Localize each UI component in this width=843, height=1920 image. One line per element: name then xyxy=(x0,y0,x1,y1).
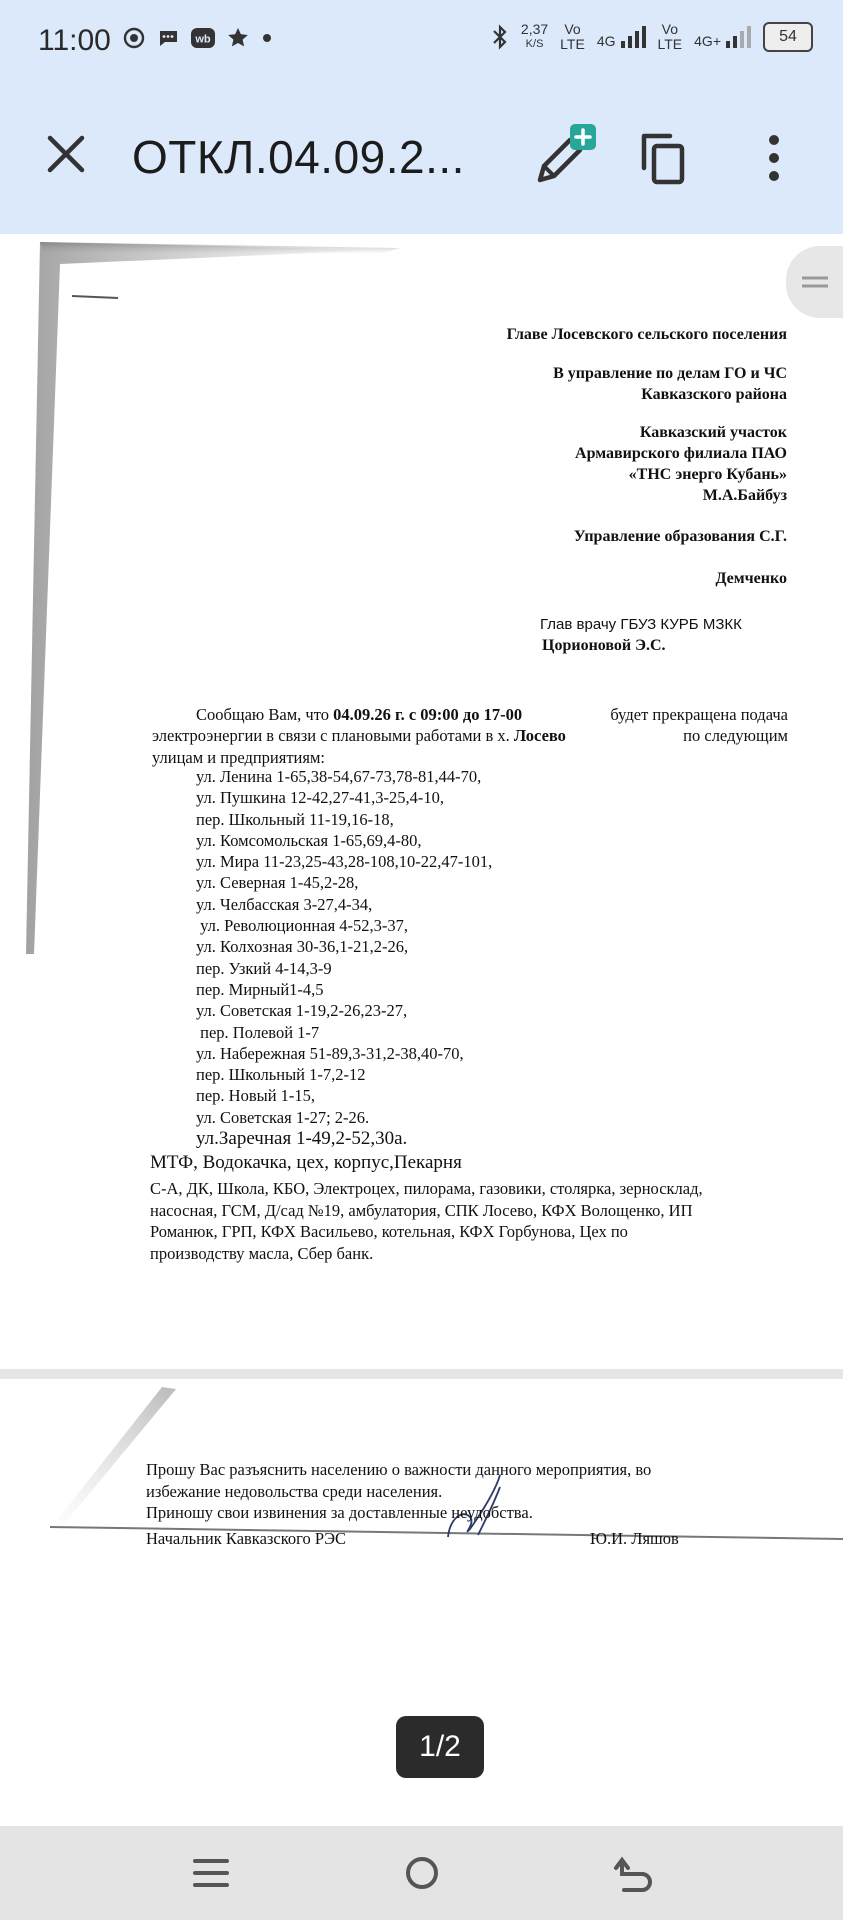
menu-lines-icon[interactable] xyxy=(186,1848,236,1898)
addressee-7: М.А.Байбуз xyxy=(702,487,787,504)
streets-list xyxy=(196,766,492,1128)
intro-line-1 xyxy=(152,704,788,725)
chat-bubble-icon xyxy=(122,26,146,50)
street-line: ул. Колхозная 30-36,1-21,2-26, xyxy=(196,937,409,957)
street-line: ул. Ленина 1-65,38-54,67-73,78-81,44-70, xyxy=(196,767,482,786)
street-line: ул. Северная 1-45,2-28, xyxy=(196,873,359,893)
volte-1-top: Vo xyxy=(564,21,581,37)
app-bar xyxy=(0,86,843,234)
document-title: ОТКЛ.04.09.2... xyxy=(132,131,465,183)
signer-title: Начальник Кавказского РЭС xyxy=(146,1529,346,1548)
addressee-4: Кавказский участок xyxy=(639,424,787,441)
addressee-8: Управление образования С.Г. xyxy=(573,528,787,545)
status-time: 11:00 xyxy=(38,24,111,57)
intro-paragraph xyxy=(152,704,788,768)
addressee-6: «ТНС энерго Кубань» xyxy=(628,466,787,483)
street-line: ул. Комсомольская 1-65,69,4-80, xyxy=(196,830,422,850)
intro-2-end: по следующим xyxy=(683,726,788,746)
intro-line-2 xyxy=(152,725,788,746)
street-line: ул. Пушкина 12-42,27-41,3-25,4-10, xyxy=(196,788,444,808)
street-line: пер. Новый 1-15, xyxy=(196,1086,316,1106)
street-line: пер. Школьный 11-19,16-18, xyxy=(196,809,394,829)
street-line: пер. Мирный1-4,5 xyxy=(196,979,324,999)
village-name: Лосево xyxy=(513,726,566,746)
addressee-5: Армавирского филиала ПАО xyxy=(575,445,787,462)
addressee-10: Глав врачу ГБУЗ КУРБ МЗКК xyxy=(540,616,742,633)
notification-icons xyxy=(122,26,274,50)
dot-icon xyxy=(260,26,274,50)
signal-2 xyxy=(694,25,751,49)
street-line: ул. Советская 1-27; 2-26. xyxy=(196,1107,370,1127)
volte-2-bottom: LTE xyxy=(657,36,683,52)
enterprises-line: производству масла, Сбер банк. xyxy=(150,1243,374,1263)
bluetooth-icon xyxy=(491,24,509,50)
scroll-handle[interactable] xyxy=(786,246,843,318)
net-type-2: 4G+ xyxy=(694,33,721,49)
signal-1-icon xyxy=(620,25,646,49)
home-circle-icon[interactable] xyxy=(397,1848,447,1898)
addressee-9: Демченко xyxy=(715,570,787,587)
addressee-2: В управление по делам ГО и ЧС xyxy=(553,365,787,382)
net-speed xyxy=(521,22,548,52)
street-zarechnaya: ул.Заречная 1-49,2-52,30а. xyxy=(196,1128,408,1149)
battery-indicator: 54 xyxy=(763,22,813,52)
wb-icon xyxy=(190,26,216,50)
intro-2-start: электроэнергии в связи с плановыми работами в х. xyxy=(152,726,514,746)
status-bar xyxy=(0,0,843,86)
request-line: Приношу свои извинения за доставленные неудобства. xyxy=(146,1503,533,1522)
street-line: ул. Советская 1-19,2-26,23-27, xyxy=(196,1001,408,1021)
request-paragraph xyxy=(146,1459,651,1524)
page-indicator: 1/2 xyxy=(396,1716,484,1778)
addressee-11: Цорионовой Э.С. xyxy=(542,637,666,654)
request-line: Прошу Вас разъяснить населению о важности данного мероприятия, во xyxy=(146,1460,652,1479)
addressee-1: Главе Лосевского сельского поселения xyxy=(506,326,787,343)
volte-2 xyxy=(658,22,683,52)
signal-1 xyxy=(597,25,646,49)
intro-1-start: Сообщаю Вам, что xyxy=(196,705,334,724)
system-nav-bar xyxy=(0,1826,843,1920)
signal-2-icon xyxy=(725,25,751,49)
intro-line-3: улицам и предприятиям: xyxy=(152,747,326,767)
volte-1 xyxy=(560,22,585,52)
close-icon[interactable] xyxy=(42,130,90,178)
net-speed-unit: K/S xyxy=(525,38,544,50)
svg-text:wb: wb xyxy=(195,33,211,46)
street-line: ул. Мира 11-23,25-43,28-108,10-22,47-101, xyxy=(196,852,493,872)
street-line: ул. Челбасская 3-27,4-34, xyxy=(196,894,373,914)
enterprises-list xyxy=(150,1178,703,1264)
signer-name: Ю.И. Ляшов xyxy=(590,1529,679,1548)
enterprises-line: Романюк, ГРП, КФХ Васильево, котельная, КФХ Горбунова, Цех по xyxy=(150,1222,628,1241)
volte-2-top: Vo xyxy=(661,21,678,37)
enterprises-line: С-А, ДК, Школа, КБО, Электроцех, пилорама, газовики, столярка, зерносклад, xyxy=(150,1179,703,1198)
street-line: пер. Школьный 1-7,2-12 xyxy=(196,1065,366,1085)
drag-handle-icon xyxy=(800,274,830,290)
status-indicators xyxy=(491,22,813,52)
star-icon xyxy=(226,26,250,50)
addressee-3: Кавказского района xyxy=(641,386,787,403)
request-line: избежание недовольства среди населения. xyxy=(146,1481,443,1501)
enterprises-heading: МТФ, Водокачка, цех, корпус,Пекарня xyxy=(150,1152,462,1173)
net-speed-value: 2,37 xyxy=(520,21,549,37)
copy-icon[interactable] xyxy=(636,130,692,186)
street-line: ул. Набережная 51-89,3-31,2-38,40-70, xyxy=(196,1043,464,1063)
message-icon xyxy=(156,26,180,50)
net-type-1: 4G xyxy=(596,33,616,49)
enterprises-line: насосная, ГСМ, Д/сад №19, амбулатория, СПК Лосево, КФХ Волощенко, ИП xyxy=(150,1200,693,1220)
document-viewer[interactable] xyxy=(0,234,843,1826)
page-separator xyxy=(0,1369,843,1379)
street-line: ул. Революционная 4-52,3-37, xyxy=(196,916,409,936)
more-vert-icon[interactable] xyxy=(760,130,788,186)
street-line: пер. Полевой 1-7 xyxy=(196,1022,320,1042)
back-arrow-icon[interactable] xyxy=(608,1848,658,1898)
outage-date-time: 04.09.26 г. с 09:00 до 17-00 xyxy=(333,705,523,724)
document-page-1 xyxy=(0,234,843,1369)
street-line: пер. Узкий 4-14,3-9 xyxy=(196,958,332,978)
edit-pencil-icon[interactable] xyxy=(528,122,598,192)
intro-1-end: будет прекращена подача xyxy=(610,705,788,724)
volte-1-bottom: LTE xyxy=(560,36,585,52)
